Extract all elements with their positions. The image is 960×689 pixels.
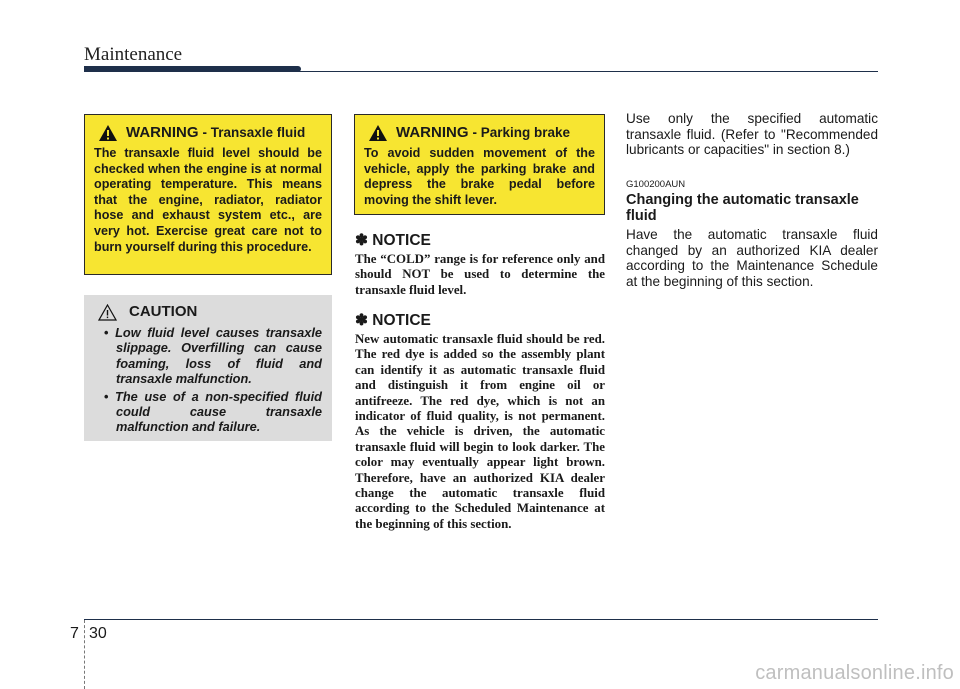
footer-rule [84,619,878,620]
caution-box [84,295,332,441]
warning-label: WARNING [396,124,469,141]
caution-header [98,303,322,321]
chapter-number: 7 [70,625,79,642]
notice-red-body: New automatic transaxle fluid should be red. The red dye is added so the assembly plant can identify it as automatic transaxle fluid and distinguish it from engine oil or antifreeze. The red dye, which is not an indicator of fluid quality, is not permanent. As the vehicle is driven, the automatic transaxle fluid will begin to look darker. The color may eventually appear light brown. Therefore, have an authorized KIA dealer change the automatic transaxle fluid according to the Scheduled Maintenance at the beginning of this section. [355,332,605,531]
warning-parking-body: To avoid sudden movement of the vehicle, apply the parking brake and depress the brake pedal before moving the shift lever. [364,146,595,207]
caution-list [94,325,322,435]
section-code: G100200AUN [626,179,686,190]
page-number: 30 [89,625,107,642]
warning-triangle-icon [98,124,118,142]
notice-cold-body: The “COLD” range is for reference only and should NOT be used to determine the transaxle fluid level. [355,252,605,297]
notice-label: ✽ NOTICE [355,312,431,329]
notice-cold [355,231,605,298]
caution-item: • Low fluid level causes transaxle slippage. Overfilling can cause foaming, loss of fluid and transaxle malfunction. [94,325,322,387]
right-heading: Changing the automatic transaxle fluid [626,192,859,224]
warning-transaxle-body: The transaxle fluid level should be checked when the engine is at normal operating temperature. This means that the engine, radiator, radiator hose and exhaust system etc., are very hot. Exercise great care not to burn yourself during this procedure. [94,146,322,254]
watermark: carmanualsonline.info [755,662,954,684]
section-title: Maintenance [84,44,183,65]
warning-triangle-icon [368,124,388,142]
notice-label: ✽ NOTICE [355,232,431,249]
caution-label: CAUTION [129,303,198,320]
warning-subtitle: - Transaxle fluid [202,125,306,140]
warning-transaxle-box [84,114,332,275]
header-rule [84,71,878,72]
footer-divider [84,620,85,689]
caution-triangle-icon [98,304,117,321]
right-body: Have the automatic transaxle fluid changed by an authorized KIA dealer according to the Maintenance Schedule at the beginning of this section. [626,227,878,289]
notice-red-dye [355,311,605,532]
warning-subtitle: - Parking brake [472,125,571,140]
caution-item: • The use of a non-specified fluid could cause transaxle malfunction and failure. [94,389,322,435]
warning-parking-box [354,114,605,215]
warning-label: WARNING [126,124,199,141]
warning-transaxle-header [94,124,322,142]
right-intro: Use only the specified automatic transaxle fluid. (Refer to "Recommended lubricants or capacities" in section 8.) [626,111,878,158]
warning-parking-header [364,124,595,142]
